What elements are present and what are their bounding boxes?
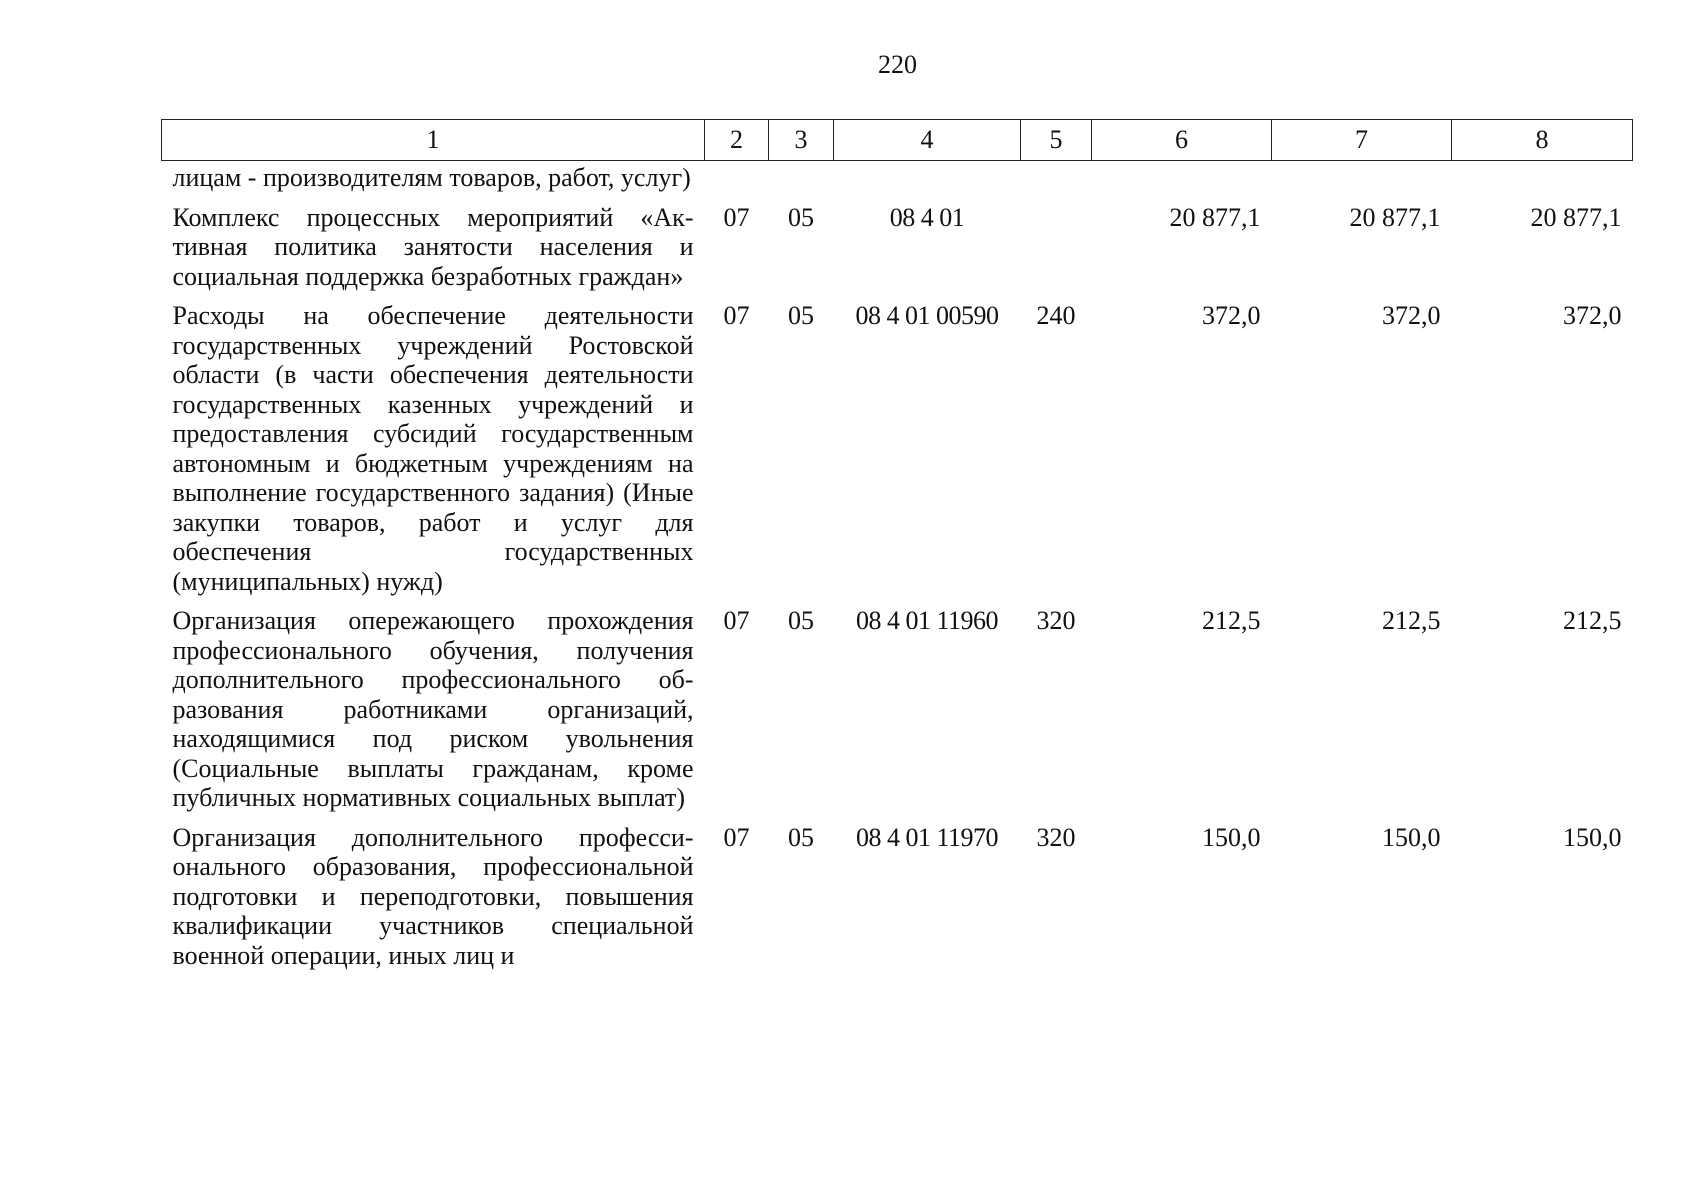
section-code: 07 bbox=[723, 822, 750, 852]
expense-type-code: 240 bbox=[1036, 301, 1076, 330]
column-header: 1 bbox=[162, 120, 705, 161]
column-header: 2 bbox=[705, 120, 769, 161]
expense-type-code bbox=[1021, 193, 1092, 292]
expense-type-code bbox=[1021, 161, 1092, 193]
row-description bbox=[162, 813, 705, 971]
row-description bbox=[162, 193, 705, 292]
section-code: 07 bbox=[723, 301, 750, 330]
row-description-text: Организация опережающего прохождения профессионального обучения, получения дополнительного профессионального образования работниками организаций, находящимися под риском увольнения (Социальные выплаты гражданам, кроме публичных нормативных социальных выплат) bbox=[172, 606, 694, 812]
table-row bbox=[162, 291, 1633, 596]
subsection-code: 05 bbox=[788, 202, 814, 232]
amount-col-8: 20 877,1 bbox=[1530, 202, 1622, 232]
amount-col-6: 20 877,1 bbox=[1169, 202, 1261, 232]
column-header: 7 bbox=[1272, 120, 1452, 161]
column-header: 5 bbox=[1021, 120, 1092, 161]
row-description bbox=[162, 596, 705, 813]
amount-col-8: 372,0 bbox=[1563, 301, 1622, 330]
amount-col-7: 212,5 bbox=[1382, 606, 1441, 635]
table-row bbox=[162, 813, 1633, 971]
column-header: 8 bbox=[1452, 120, 1633, 161]
section-code: 07 bbox=[723, 202, 750, 232]
amount-col-7: 20 877,1 bbox=[1349, 202, 1441, 232]
table-row bbox=[162, 596, 1633, 813]
table-row bbox=[162, 161, 1633, 193]
subsection-code: 05 bbox=[788, 301, 814, 330]
amount-col-6: 372,0 bbox=[1202, 301, 1261, 330]
row-description bbox=[162, 161, 705, 193]
target-article-code: 08 4 01 11970 bbox=[855, 822, 999, 852]
amount-col-8: 212,5 bbox=[1563, 606, 1622, 635]
amount-col-7 bbox=[1272, 161, 1452, 193]
subsection-code: 05 bbox=[788, 606, 814, 635]
expense-type-code: 320 bbox=[1036, 822, 1076, 852]
target-article-code: 08 4 01 bbox=[889, 202, 965, 232]
row-description-text: лицам - производителям товаров, работ, услуг) bbox=[172, 163, 691, 192]
target-article-code bbox=[834, 161, 1021, 193]
section-code: 07 bbox=[723, 606, 750, 635]
row-description bbox=[162, 291, 705, 596]
column-header: 3 bbox=[769, 120, 834, 161]
subsection-code bbox=[769, 161, 834, 193]
amount-col-7: 150,0 bbox=[1382, 822, 1441, 852]
row-description-text: Расходы на обеспечение деятельности государственных учреждений Ростовской области (в части обеспечения деятельности государственных казенных учреждений и предоставления субсидий государственным автономным и бюджетным учреждениям на выполнение государственного задания) (Иные закупки товаров, работ и услуг для обеспечения государственных (муниципальных) нужд) bbox=[172, 301, 694, 596]
amount-col-6: 150,0 bbox=[1202, 822, 1261, 852]
table-row bbox=[162, 193, 1633, 292]
target-article-code: 08 4 01 00590 bbox=[855, 301, 999, 330]
table-header-row bbox=[162, 120, 1633, 161]
page-number: 220 bbox=[878, 50, 917, 79]
budget-table bbox=[161, 119, 1633, 970]
column-header: 4 bbox=[834, 120, 1021, 161]
amount-col-8: 150,0 bbox=[1563, 822, 1622, 852]
row-description-text: Организация дополнительного профессионального образования, профессиональной подготовки и переподготовки, повышения квалификации участников специальной военной операции, иных лиц и bbox=[172, 822, 694, 970]
amount-col-7: 372,0 bbox=[1382, 301, 1441, 330]
amount-col-8 bbox=[1452, 161, 1633, 193]
target-article-code: 08 4 01 11960 bbox=[855, 606, 999, 635]
amount-col-6: 212,5 bbox=[1202, 606, 1261, 635]
expense-type-code: 320 bbox=[1036, 606, 1076, 635]
subsection-code: 05 bbox=[788, 822, 814, 852]
section-code bbox=[705, 161, 769, 193]
column-header: 6 bbox=[1092, 120, 1272, 161]
row-description-text: Комплекс процессных мероприятий «Активная политика занятости населения и социальная поддержка безработных граждан» bbox=[172, 202, 694, 291]
amount-col-6 bbox=[1092, 161, 1272, 193]
